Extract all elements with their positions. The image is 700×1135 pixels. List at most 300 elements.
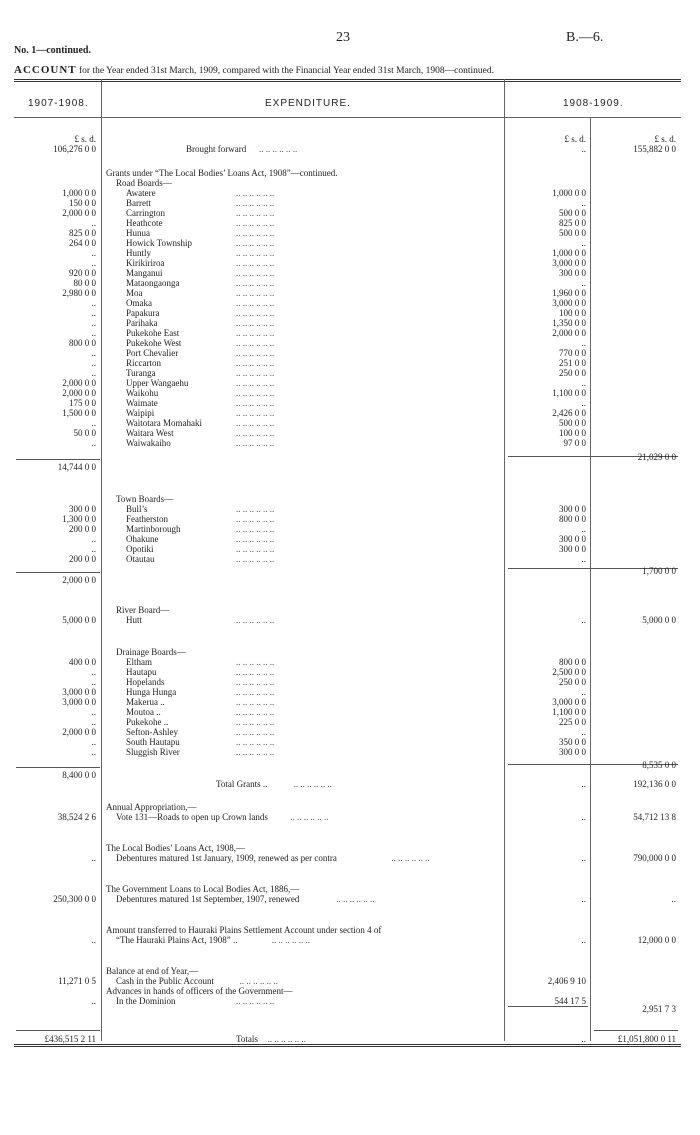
table-row [0,853,700,863]
leader-dots: .. .. .. .. .. .. [236,258,275,268]
leader-dots: .. .. .. .. .. .. [259,144,298,154]
table-row [0,894,700,904]
leader-dots: .. .. .. .. .. .. [336,894,375,904]
table-row [0,737,700,747]
leader-dots: .. .. .. .. .. .. [239,976,278,986]
detail-amount-cell: 300 0 0 [559,504,586,514]
detail-amount-cell: 100 0 0 [559,308,586,318]
prev-amount-cell: .. [91,717,96,727]
detail-amount-cell: 2,406 9 10 [547,976,586,986]
table-row [0,504,700,514]
prev-amount-cell: 250,300 0 0 [53,894,96,904]
detail-amount-cell: .. [581,238,586,248]
leader-dots: .. .. .. .. .. .. [236,504,275,514]
table-row [0,328,700,338]
detail-amount-cell: £ s. d. [564,134,586,144]
prev-amount-cell: 3,000 0 0 [62,697,96,707]
prev-amount-cell: 1,300 0 0 [62,514,96,524]
leader-dots: .. .. .. .. .. .. [236,228,275,238]
table-row [0,248,700,258]
detail-amount-cell: .. [581,853,586,863]
description-cell: Mataongaonga [126,278,180,288]
prev-amount-cell: 920 0 0 [69,268,96,278]
detail-amount-cell: 250 0 0 [559,368,586,378]
prev-amount-cell: 106,276 0 0 [53,144,96,154]
description-cell: Otautau [126,554,155,564]
description-cell: Total Grants .. [216,779,268,789]
table-row [0,208,700,218]
leader-dots: .. .. .. .. .. .. [236,687,275,697]
leader-dots: .. .. .. .. .. .. [236,717,275,727]
leader-dots: .. .. .. .. .. .. [236,727,275,737]
description-cell: Omaka [126,298,152,308]
detail-amount-cell: .. [581,779,586,789]
table-row [0,418,700,428]
table-row [0,667,700,677]
prev-amount-cell: .. [91,438,96,448]
leader-dots: .. .. .. .. .. .. [293,779,332,789]
total-amount-cell: £ s. d. [654,134,676,144]
leader-dots: .. .. .. .. .. .. [236,667,275,677]
total-amount-cell: £1,051,800 0 11 [617,1034,676,1044]
detail-amount-cell: .. [581,615,586,625]
leader-dots: .. .. .. .. .. .. [236,338,275,348]
table-row [0,534,700,544]
detail-amount-cell: 1,100 0 0 [552,707,586,717]
table-row [0,812,700,822]
detail-amount-cell: 544 17 5 [554,996,586,1006]
prev-amount-cell: 800 0 0 [69,338,96,348]
leader-dots: .. .. .. .. .. .. [236,318,275,328]
prev-amount-cell: .. [91,737,96,747]
leader-dots: .. .. .. .. .. .. [236,524,275,534]
table-row [0,615,700,625]
prev-amount-cell: 2,000 0 0 [62,388,96,398]
leader-dots: .. .. .. .. .. .. [236,398,275,408]
table-row [0,494,700,504]
leader-dots: .. .. .. .. .. .. [236,198,275,208]
description-cell: Debentures matured 1st January, 1909, renewed as per contra [116,853,337,863]
description-cell: In the Dominion [116,996,176,1006]
page-number: 23 [336,30,350,45]
table-row [0,168,700,178]
description-cell: South Hautapu [126,737,180,747]
description-cell: The Government Loans to Local Bodies Act, 1886,— [106,884,300,894]
detail-amount-cell: 770 0 0 [559,348,586,358]
table-row [0,278,700,288]
description-cell: Howick Township [126,238,192,248]
total-amount-cell: 2,951 7 3 [642,1004,676,1014]
description-cell: Annual Appropriation,— [106,802,197,812]
leader-dots: .. .. .. .. .. .. [236,408,275,418]
table-row [0,238,700,248]
account-title-word: ACCOUNT [14,64,77,76]
prev-amount-cell: 2,000 0 0 [62,727,96,737]
table-row [0,760,700,770]
detail-amount-cell: 500 0 0 [559,228,586,238]
leader-dots: .. .. .. .. .. .. [236,238,275,248]
leader-dots: .. .. .. .. .. .. [290,812,329,822]
detail-amount-cell: 1,100 0 0 [552,388,586,398]
table-row [0,178,700,188]
description-cell: Papakura [126,308,160,318]
leader-dots: .. .. .. .. .. .. [267,1034,306,1044]
table-row [0,677,700,687]
table-row [0,554,700,564]
leader-dots: .. .. .. .. .. .. [236,188,275,198]
table-row [0,144,700,154]
detail-amount-cell: 97 0 0 [563,438,586,448]
description-cell: Sefton-Ashley [126,727,178,737]
leader-dots: .. .. .. .. .. .. [236,298,275,308]
table-row [0,647,700,657]
prev-amount-cell: 14,744 0 0 [57,462,96,472]
description-cell: Eltham [126,657,152,667]
description-cell: Makerua .. [126,697,165,707]
description-cell: Hopelands [126,677,165,687]
table-row [0,657,700,667]
leader-dots: .. .. .. .. .. .. [236,308,275,318]
total-amount-cell: 21,029 0 0 [637,452,676,462]
detail-amount-cell: 2,000 0 0 [552,328,586,338]
leader-dots: .. .. .. .. .. .. [236,248,275,258]
detail-amount-cell: .. [581,687,586,697]
table-row [0,884,700,894]
description-cell: Drainage Boards— [116,647,186,657]
leader-dots: .. .. .. .. .. .. [236,438,275,448]
total-amount-cell: 790,000 0 0 [633,853,676,863]
description-cell: Moa [126,288,143,298]
prev-amount-cell: .. [91,544,96,554]
description-cell: Upper Wangaehu [126,378,189,388]
detail-amount-cell: 1,000 0 0 [552,188,586,198]
detail-amount-cell: 300 0 0 [559,268,586,278]
detail-amount-cell: 2,426 0 0 [552,408,586,418]
detail-amount-cell: 825 0 0 [559,218,586,228]
table-row [0,697,700,707]
leader-dots: .. .. .. .. .. .. [236,328,275,338]
prev-amount-cell: .. [91,853,96,863]
leader-dots: .. .. .. .. .. .. [236,288,275,298]
detail-amount-cell: 350 0 0 [559,737,586,747]
table-row [0,348,700,358]
description-cell: Waiwakaiho [126,438,171,448]
leader-dots: .. .. .. .. .. .. [236,677,275,687]
detail-amount-cell: .. [581,812,586,822]
leader-dots: .. .. .. .. .. .. [236,554,275,564]
detail-amount-cell: 2,500 0 0 [552,667,586,677]
leader-dots: .. .. .. .. .. .. [271,935,311,945]
leader-dots: .. .. .. .. .. .. [236,278,275,288]
table-row [0,378,700,388]
table-row [0,188,700,198]
leader-dots: .. .. .. .. .. .. [391,853,430,863]
prev-amount-cell: 80 0 0 [73,278,96,288]
description-cell: Awatere [126,188,156,198]
leader-dots: .. .. .. .. .. .. [236,378,275,388]
leader-dots: .. .. .. .. .. .. [236,268,275,278]
total-amount-cell: 5,000 0 0 [642,615,676,625]
table-row [0,268,700,278]
total-amount-cell: 1,700 0 0 [642,566,676,576]
detail-amount-cell: 800 0 0 [559,514,586,524]
description-cell: Town Boards— [116,494,174,504]
table-row [0,298,700,308]
detail-amount-cell: .. [581,338,586,348]
table-row [0,438,700,448]
detail-amount-cell: 3,000 0 0 [552,697,586,707]
detail-amount-cell: .. [581,278,586,288]
detail-amount-cell: 500 0 0 [559,208,586,218]
leader-dots: .. .. .. .. .. .. [236,514,275,524]
prev-amount-cell: .. [91,358,96,368]
detail-amount-cell: 3,000 0 0 [552,298,586,308]
column-header-expenditure: EXPENDITURE. [265,98,351,109]
leader-dots: .. .. .. .. .. .. [236,208,275,218]
description-cell: Moutoa .. [126,707,161,717]
prev-amount-cell: 150 0 0 [69,198,96,208]
prev-amount-cell: .. [91,996,96,1006]
prev-amount-cell: 200 0 0 [69,554,96,564]
prev-amount-cell: 2,980 0 0 [62,288,96,298]
account-title-rest: for the Year ended 31st March, 1909, compared with the Financial Year ended 31st March, 1908—continued. [79,66,495,76]
leader-dots: .. .. .. .. .. .. [236,348,275,358]
description-cell: Waimate [126,398,158,408]
table-row [0,1004,700,1014]
prev-amount-cell: £436,515 2 11 [44,1034,96,1044]
leader-dots: .. .. .. .. .. .. [236,218,275,228]
table-row [0,802,700,812]
description-cell: Heathcote [126,218,163,228]
description-cell: Carrington [126,208,165,218]
description-cell: Vote 131—Roads to open up Crown lands [116,812,268,822]
prev-amount-cell: 1,000 0 0 [62,188,96,198]
document-code: B.—6. [566,30,604,45]
total-amount-cell: .. [671,894,676,904]
table-row [0,258,700,268]
description-cell: Martinborough [126,524,181,534]
detail-amount-cell: 100 0 0 [559,428,586,438]
total-amount-cell: 12,000 0 0 [637,935,676,945]
table-row [0,1034,700,1044]
table-row [0,452,700,462]
description-cell: Debentures matured 1st September, 1907, renewed [116,894,300,904]
continued-text: No. 1—continued. [14,45,91,56]
prev-amount-cell: 175 0 0 [69,398,96,408]
total-amount-cell: 192,136 0 0 [633,779,676,789]
table-row [0,935,700,945]
leader-dots: .. .. .. .. .. .. [236,358,275,368]
detail-amount-cell: .. [581,144,586,154]
description-cell: Barrett [126,198,151,208]
table-row [0,779,700,789]
leader-dots: .. .. .. .. .. .. [236,544,275,554]
table-row [0,727,700,737]
leader-dots: .. .. .. .. .. .. [236,747,275,757]
table-row [0,925,700,935]
table-row [0,717,700,727]
detail-amount-cell: .. [581,524,586,534]
total-amount-cell: 54,712 13 8 [633,812,676,822]
table-row [0,986,700,996]
description-cell: Port Chevalier [126,348,179,358]
prev-amount-cell: .. [91,348,96,358]
detail-amount-cell: 3,000 0 0 [552,258,586,268]
table-row [0,368,700,378]
leader-dots: .. .. .. .. .. .. [236,428,275,438]
table-row [0,966,700,976]
prev-amount-cell: .. [91,248,96,258]
prev-amount-cell: 825 0 0 [69,228,96,238]
description-cell: Sluggish River [126,747,180,757]
prev-amount-cell: .. [91,677,96,687]
prev-amount-cell: 50 0 0 [73,428,96,438]
prev-amount-cell: 1,500 0 0 [62,408,96,418]
description-cell: Hutt [126,615,143,625]
description-cell: “The Hauraki Plains Act, 1908” .. [116,935,238,945]
description-cell: Parihaka [126,318,158,328]
detail-amount-cell: 300 0 0 [559,534,586,544]
description-cell: Hautapu [126,667,157,677]
table-row [0,308,700,318]
detail-amount-cell: .. [581,894,586,904]
table-row [0,747,700,757]
description-cell: Waikohu [126,388,159,398]
description-cell: Waitotara Momahaki [126,418,202,428]
detail-amount-cell: 225 0 0 [559,717,586,727]
prev-amount-cell: .. [91,707,96,717]
description-cell: Advances in hands of officers of the Government— [106,986,293,996]
detail-amount-cell: 250 0 0 [559,677,586,687]
detail-amount-cell: 500 0 0 [559,418,586,428]
prev-amount-cell: 264 0 0 [69,238,96,248]
description-cell: The Local Bodies’ Loans Act, 1908,— [106,843,246,853]
leader-dots: .. .. .. .. .. .. [236,534,275,544]
leader-dots: .. .. .. .. .. .. [236,707,275,717]
prev-amount-cell: 3,000 0 0 [62,687,96,697]
table-row [0,218,700,228]
prev-amount-cell: .. [91,258,96,268]
description-cell: Riccarton [126,358,161,368]
detail-amount-cell: 251 0 0 [559,358,586,368]
description-cell: Brought forward [186,144,247,154]
leader-dots: .. .. .. .. .. .. [236,996,275,1006]
table-row [0,605,700,615]
table-row [0,134,700,144]
table-row [0,288,700,298]
column-header-prev: 1907-1908. [28,98,89,109]
leader-dots: .. .. .. .. .. .. [236,615,275,625]
table-row [0,524,700,534]
prev-amount-cell: .. [91,308,96,318]
total-amount-cell: 155,882 0 0 [633,144,676,154]
leader-dots: .. .. .. .. .. .. [236,737,275,747]
description-cell: Balance at end of Year,— [106,966,199,976]
leader-dots: .. .. .. .. .. .. [236,368,275,378]
table-row [0,843,700,853]
detail-amount-cell: .. [581,398,586,408]
table-row [0,976,700,986]
detail-amount-cell: .. [581,1034,586,1044]
detail-amount-cell: .. [581,727,586,737]
table-row [0,462,700,472]
description-cell: Manganui [126,268,163,278]
table-row [0,514,700,524]
detail-amount-cell: 300 0 0 [559,747,586,757]
prev-amount-cell: .. [91,667,96,677]
table-row [0,707,700,717]
description-cell: Huntly [126,248,152,258]
detail-amount-cell: .. [581,198,586,208]
detail-amount-cell: .. [581,554,586,564]
prev-amount-cell: 300 0 0 [69,504,96,514]
description-cell: Kirikiriroa [126,258,165,268]
prev-amount-cell: 8,400 0 0 [62,770,96,780]
prev-amount-cell: .. [91,747,96,757]
table-row [0,228,700,238]
detail-amount-cell: 1,350 0 0 [552,318,586,328]
detail-amount-cell: .. [581,935,586,945]
description-cell: Hunga Hunga [126,687,177,697]
prev-amount-cell: 2,000 0 0 [62,575,96,585]
table-row [0,358,700,368]
description-cell: Waipipi [126,408,155,418]
column-header-current: 1908-1909. [563,98,624,109]
table-row [0,544,700,554]
prev-amount-cell: .. [91,328,96,338]
prev-amount-cell: 38,524 2 6 [57,812,96,822]
prev-amount-cell: 5,000 0 0 [62,615,96,625]
table-row [0,198,700,208]
description-cell: Road Boards— [116,178,172,188]
detail-amount-cell: 1,960 0 0 [552,288,586,298]
description-cell: Pukekohe East [126,328,180,338]
table-row [0,318,700,328]
prev-amount-cell: 200 0 0 [69,524,96,534]
description-cell: Opotiki [126,544,154,554]
table-row [0,428,700,438]
prev-amount-cell: £ s. d. [74,134,96,144]
description-cell: Totals [236,1034,258,1044]
prev-amount-cell: .. [91,534,96,544]
detail-amount-cell: 300 0 0 [559,544,586,554]
description-cell: Pukekohe .. [126,717,169,727]
total-amount-cell: 8,535 0 0 [642,760,676,770]
description-cell: Turanga [126,368,156,378]
prev-amount-cell: .. [91,935,96,945]
table-row [0,338,700,348]
leader-dots: .. .. .. .. .. .. [236,418,275,428]
prev-amount-cell: .. [91,218,96,228]
detail-amount-cell: 800 0 0 [559,657,586,667]
prev-amount-cell: 2,000 0 0 [62,208,96,218]
description-cell: Bull’s [126,504,148,514]
description-cell: Ohakune [126,534,159,544]
table-row [0,398,700,408]
table-row [0,388,700,398]
prev-amount-cell: 2,000 0 0 [62,378,96,388]
description-cell: River Board— [116,605,170,615]
prev-amount-cell: 400 0 0 [69,657,96,667]
table-row [0,408,700,418]
prev-amount-cell: .. [91,368,96,378]
description-cell: Amount transferred to Hauraki Plains Settlement Account under section 4 of [106,925,382,935]
leader-dots: .. .. .. .. .. .. [236,657,275,667]
leader-dots: .. .. .. .. .. .. [236,388,275,398]
description-cell: Cash in the Public Account [116,976,214,986]
prev-amount-cell: .. [91,298,96,308]
description-cell: Hunua [126,228,150,238]
